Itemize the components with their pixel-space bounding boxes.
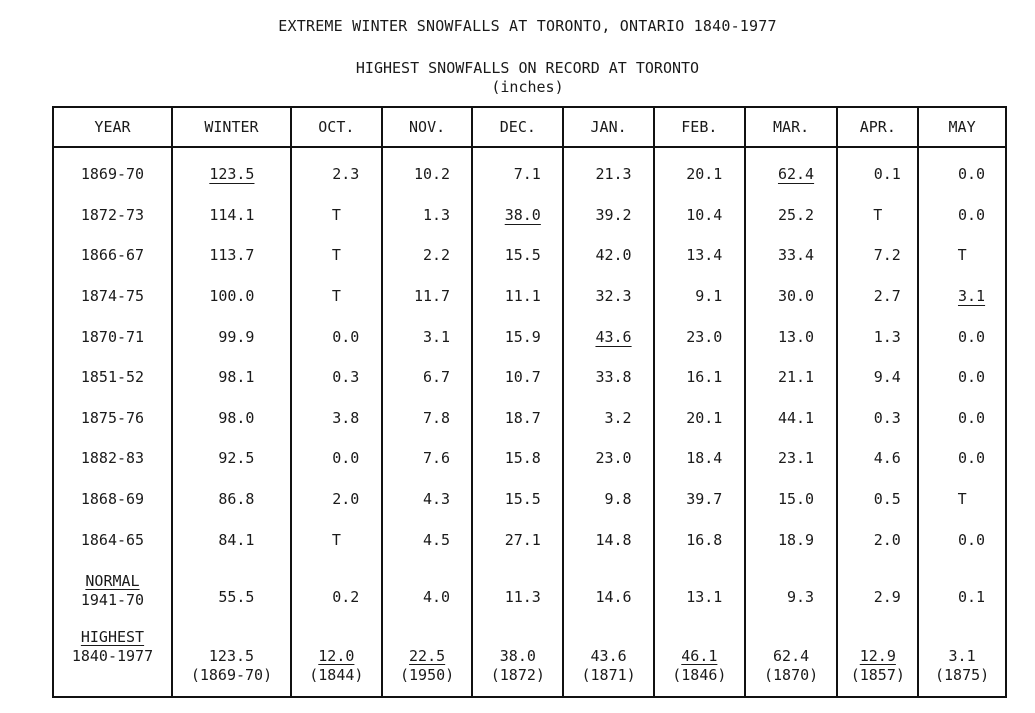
value-cell [837, 398, 918, 439]
highest-value-cell [472, 622, 563, 697]
normal-value-cell [172, 560, 291, 622]
value-cell [918, 276, 1006, 317]
value-cell [918, 316, 1006, 357]
value-cell [918, 438, 1006, 479]
value-cell [654, 438, 745, 479]
table-row [53, 235, 1006, 276]
highest-value-cell [837, 622, 918, 697]
snowfall-value: 92.5 [218, 449, 255, 468]
value-cell [472, 438, 563, 479]
snowfall-value: 2.7 [873, 287, 901, 306]
document-title: EXTREME WINTER SNOWFALLS AT TORONTO, ONTARIO 1840-1977 [278, 17, 777, 35]
snowfall-value: 33.4 [777, 246, 815, 265]
value-cell [837, 195, 918, 236]
snowfall-value: 20.1 [686, 408, 723, 427]
highest-year: (1846) [672, 665, 727, 684]
value-cell [837, 479, 918, 520]
value-cell [918, 147, 1006, 195]
snowfall-value: 2.0 [332, 490, 360, 509]
snowfall-value: 99.9 [218, 327, 255, 346]
snowfall-value: 13.0 [777, 327, 815, 346]
normal-value-cell [837, 560, 918, 622]
value-cell [472, 479, 563, 520]
highest-value: 43.6 [590, 646, 627, 665]
normal-value-cell [291, 560, 382, 622]
highest-year: (1872) [490, 665, 545, 684]
column-header-oct: OCT. [291, 107, 382, 147]
snowfall-value: 18.7 [504, 408, 541, 427]
snowfall-value: 6.7 [423, 368, 451, 387]
normal-period: 1941-70 [80, 590, 145, 609]
column-header-winter: WINTER [172, 107, 291, 147]
value-cell [472, 357, 563, 398]
snowfall-value: 7.8 [423, 408, 451, 427]
normal-value-cell [745, 560, 838, 622]
snowfall-value: 25.2 [777, 205, 815, 224]
column-header-nov: NOV. [382, 107, 473, 147]
value-cell [654, 519, 745, 560]
highest-year: (1950) [400, 665, 455, 684]
snowfall-value: 39.2 [595, 205, 632, 224]
snowfall-value: 113.7 [209, 246, 255, 265]
value-cell [563, 398, 654, 439]
snowfall-value: 2.0 [873, 530, 901, 549]
value-cell [382, 519, 473, 560]
snowfall-value: 43.6 [595, 327, 632, 346]
snowfall-value: T [957, 490, 967, 509]
highest-label: HIGHEST [80, 627, 145, 646]
value-cell [472, 316, 563, 357]
value-cell [563, 235, 654, 276]
table-row [53, 195, 1006, 236]
highest-value-cell [563, 622, 654, 697]
snowfall-value: 15.0 [777, 490, 815, 509]
value-cell [172, 398, 291, 439]
snowfall-value: T [331, 530, 341, 549]
snowfall-value: 4.3 [423, 490, 451, 509]
value-cell [654, 235, 745, 276]
normal-value-cell [563, 560, 654, 622]
value-cell [745, 195, 838, 236]
value-cell [837, 147, 918, 195]
snowfall-value: 9.1 [695, 287, 723, 306]
value-cell [837, 276, 918, 317]
value-cell [382, 479, 473, 520]
snowfall-value: 33.8 [595, 368, 632, 387]
normal-value: 0.2 [332, 587, 360, 606]
snowfall-value: 3.8 [332, 408, 360, 427]
value-cell [172, 519, 291, 560]
highest-value: 38.0 [499, 646, 536, 665]
snowfall-value: 18.4 [686, 449, 723, 468]
snowfall-value: 3.2 [604, 408, 632, 427]
value-cell [291, 479, 382, 520]
normal-value: 14.6 [595, 587, 632, 606]
value-cell [291, 276, 382, 317]
highest-year: (1875) [934, 665, 990, 684]
snowfall-value: 14.8 [595, 530, 632, 549]
value-cell [382, 357, 473, 398]
value-cell [472, 195, 563, 236]
value-cell [654, 195, 745, 236]
snowfall-value: 7.1 [513, 165, 541, 184]
snowfall-value: 15.5 [504, 246, 541, 265]
value-cell [918, 235, 1006, 276]
value-cell [291, 235, 382, 276]
normal-label-cell [53, 560, 172, 622]
value-cell [654, 357, 745, 398]
snowfall-value: 27.1 [504, 530, 541, 549]
value-cell [291, 519, 382, 560]
snowfall-value: T [873, 205, 883, 224]
value-cell [654, 398, 745, 439]
highest-value: 123.5 [208, 646, 255, 665]
snowfall-value: 7.2 [873, 246, 901, 265]
value-cell [745, 519, 838, 560]
value-cell [472, 398, 563, 439]
snowfall-value: 84.1 [218, 530, 255, 549]
snowfall-value: 13.4 [686, 246, 723, 265]
value-cell [382, 195, 473, 236]
value-cell [172, 276, 291, 317]
highest-value-cell [745, 622, 838, 697]
snowfall-value: 15.8 [504, 449, 541, 468]
value-cell [837, 235, 918, 276]
highest-value: 46.1 [681, 646, 718, 665]
snowfall-value: 38.0 [504, 205, 541, 224]
value-cell [837, 438, 918, 479]
value-cell [382, 316, 473, 357]
value-cell [172, 195, 291, 236]
value-cell [918, 398, 1006, 439]
normal-value-cell [382, 560, 473, 622]
snowfall-value: 11.1 [504, 287, 541, 306]
snowfall-value: 21.3 [595, 165, 632, 184]
snowfall-value: 16.1 [686, 368, 723, 387]
highest-year: (1869-70) [190, 665, 273, 684]
value-cell [745, 438, 838, 479]
value-cell [472, 519, 563, 560]
highest-value-cell [291, 622, 382, 697]
snowfall-value: 18.9 [777, 530, 815, 549]
table-row [53, 357, 1006, 398]
highest-value: 62.4 [773, 646, 810, 665]
normal-label: NORMAL [85, 571, 140, 590]
value-cell [563, 438, 654, 479]
highest-period: 1840-1977 [71, 646, 154, 665]
snowfall-value: 15.9 [504, 327, 541, 346]
table-body [53, 147, 1006, 697]
value-cell [745, 479, 838, 520]
snowfall-value: 0.0 [957, 368, 986, 387]
value-cell [472, 276, 563, 317]
highest-year: (1844) [309, 665, 364, 684]
year-cell: 1882-83 [53, 438, 172, 479]
value-cell [654, 316, 745, 357]
snowfall-value: 11.7 [413, 287, 451, 306]
value-cell [563, 276, 654, 317]
value-cell [745, 235, 838, 276]
value-cell [172, 235, 291, 276]
value-cell [745, 398, 838, 439]
year-cell: 1875-76 [53, 398, 172, 439]
value-cell [472, 147, 563, 195]
snowfall-value: T [957, 246, 967, 265]
normal-value-cell [654, 560, 745, 622]
highest-value-cell [172, 622, 291, 697]
snowfall-value: 0.3 [873, 408, 901, 427]
value-cell [837, 357, 918, 398]
snowfall-value: 0.0 [957, 327, 986, 346]
snowfall-value: 3.1 [957, 287, 986, 306]
table-subtitle-text: HIGHEST SNOWFALLS ON RECORD AT TORONTO [355, 59, 700, 77]
normal-value: 11.3 [504, 587, 541, 606]
value-cell [563, 479, 654, 520]
snowfall-value: 98.0 [218, 408, 255, 427]
value-cell [172, 147, 291, 195]
snowfall-value: 0.0 [957, 408, 986, 427]
normal-value: 55.5 [218, 587, 255, 606]
snowfall-value: 0.0 [957, 530, 986, 549]
value-cell [654, 479, 745, 520]
table-row [53, 316, 1006, 357]
snowfall-table [52, 106, 1007, 698]
value-cell [837, 316, 918, 357]
value-cell [472, 235, 563, 276]
highest-value: 22.5 [409, 646, 446, 665]
value-cell [563, 147, 654, 195]
value-cell [172, 438, 291, 479]
highest-label-cell [53, 622, 172, 697]
table-row [53, 276, 1006, 317]
column-header-apr: APR. [837, 107, 918, 147]
table-row [53, 147, 1006, 195]
table-row [53, 479, 1006, 520]
highest-year: (1870) [764, 665, 819, 684]
value-cell [745, 316, 838, 357]
snowfall-value: 0.1 [873, 165, 901, 184]
value-cell [918, 519, 1006, 560]
snowfall-value: 0.0 [332, 327, 360, 346]
snowfall-value: 3.1 [423, 327, 451, 346]
value-cell [563, 316, 654, 357]
value-cell [291, 147, 382, 195]
value-cell [382, 438, 473, 479]
value-cell [563, 519, 654, 560]
highest-year: (1871) [581, 665, 636, 684]
normal-value: 0.1 [957, 587, 986, 606]
snowfall-value: 4.6 [873, 449, 901, 468]
snowfall-value: 10.2 [413, 165, 451, 184]
snowfall-value: T [331, 205, 341, 224]
snowfall-value: 0.0 [957, 449, 986, 468]
highest-row [53, 622, 1006, 697]
units-label: (inches) [491, 78, 564, 96]
value-cell [291, 316, 382, 357]
year-cell: 1874-75 [53, 276, 172, 317]
table-row [53, 519, 1006, 560]
value-cell [745, 357, 838, 398]
highest-value-cell [654, 622, 745, 697]
year-cell: 1870-71 [53, 316, 172, 357]
header-row [53, 107, 1006, 147]
snowfall-value: 98.1 [218, 368, 255, 387]
year-cell: 1866-67 [53, 235, 172, 276]
snowfall-value: 4.5 [423, 530, 451, 549]
value-cell [837, 519, 918, 560]
snowfall-value: 30.0 [777, 287, 815, 306]
snowfall-value: 86.8 [218, 490, 255, 509]
value-cell [745, 147, 838, 195]
highest-value-cell [382, 622, 473, 697]
year-cell: 1869-70 [53, 147, 172, 195]
value-cell [382, 276, 473, 317]
value-cell [291, 357, 382, 398]
snowfall-value: 2.2 [423, 246, 451, 265]
snowfall-value: 32.3 [595, 287, 632, 306]
highest-value: 3.1 [948, 646, 976, 665]
highest-value-cell [918, 622, 1006, 697]
snowfall-value: 23.0 [595, 449, 632, 468]
normal-value-cell [918, 560, 1006, 622]
snowfall-value: 23.1 [777, 449, 815, 468]
snowfall-value: T [331, 246, 341, 265]
value-cell [563, 195, 654, 236]
year-cell: 1851-52 [53, 357, 172, 398]
table-row [53, 398, 1006, 439]
snowfall-value: 62.4 [777, 165, 815, 184]
column-header-year: YEAR [53, 107, 172, 147]
value-cell [918, 357, 1006, 398]
value-cell [172, 316, 291, 357]
snowfall-value: 44.1 [777, 408, 815, 427]
value-cell [745, 276, 838, 317]
snowfall-value: 15.5 [504, 490, 541, 509]
normal-value: 4.0 [423, 587, 451, 606]
snowfall-value: 9.8 [604, 490, 632, 509]
value-cell [563, 357, 654, 398]
normal-value-cell [472, 560, 563, 622]
snowfall-value: 21.1 [777, 368, 815, 387]
normal-value: 2.9 [873, 587, 901, 606]
snowfall-value: 0.0 [957, 165, 986, 184]
snowfall-value: 20.1 [686, 165, 723, 184]
snowfall-value: 0.5 [873, 490, 901, 509]
snowfall-value: 7.6 [423, 449, 451, 468]
snowfall-value: 0.3 [332, 368, 360, 387]
snowfall-value: 1.3 [873, 327, 901, 346]
value-cell [918, 479, 1006, 520]
normal-value: 9.3 [787, 587, 815, 606]
snowfall-value: 0.0 [332, 449, 360, 468]
column-header-jan: JAN. [563, 107, 654, 147]
value-cell [172, 479, 291, 520]
column-header-mar: MAR. [745, 107, 838, 147]
value-cell [382, 398, 473, 439]
snowfall-value: 39.7 [686, 490, 723, 509]
snowfall-value: 9.4 [873, 368, 901, 387]
highest-value: 12.9 [859, 646, 896, 665]
column-header-may: MAY [918, 107, 1006, 147]
table-subtitle [0, 59, 1035, 97]
year-cell: 1864-65 [53, 519, 172, 560]
snowfall-value: 0.0 [957, 205, 986, 224]
normal-row [53, 560, 1006, 622]
value-cell [291, 438, 382, 479]
value-cell [382, 235, 473, 276]
snowfall-value: 1.3 [423, 205, 451, 224]
highest-value: 12.0 [318, 646, 355, 665]
snowfall-value: T [331, 287, 341, 306]
snowfall-value: 10.4 [686, 205, 723, 224]
value-cell [654, 147, 745, 195]
value-cell [382, 147, 473, 195]
column-header-dec: DEC. [472, 107, 563, 147]
normal-value: 13.1 [686, 587, 723, 606]
snowfall-value: 2.3 [332, 165, 360, 184]
snowfall-value: 23.0 [686, 327, 723, 346]
snowfall-value: 10.7 [504, 368, 541, 387]
year-cell: 1868-69 [53, 479, 172, 520]
snowfall-value: 42.0 [595, 246, 632, 265]
highest-year: (1857) [850, 665, 905, 684]
table-row [53, 438, 1006, 479]
snowfall-value: 100.0 [209, 287, 255, 306]
value-cell [918, 195, 1006, 236]
value-cell [291, 195, 382, 236]
value-cell [654, 276, 745, 317]
value-cell [172, 357, 291, 398]
year-cell: 1872-73 [53, 195, 172, 236]
snowfall-value: 114.1 [209, 205, 255, 224]
snowfall-value: 123.5 [209, 165, 255, 184]
value-cell [291, 398, 382, 439]
snowfall-value: 16.8 [686, 530, 723, 549]
column-header-feb: FEB. [654, 107, 745, 147]
